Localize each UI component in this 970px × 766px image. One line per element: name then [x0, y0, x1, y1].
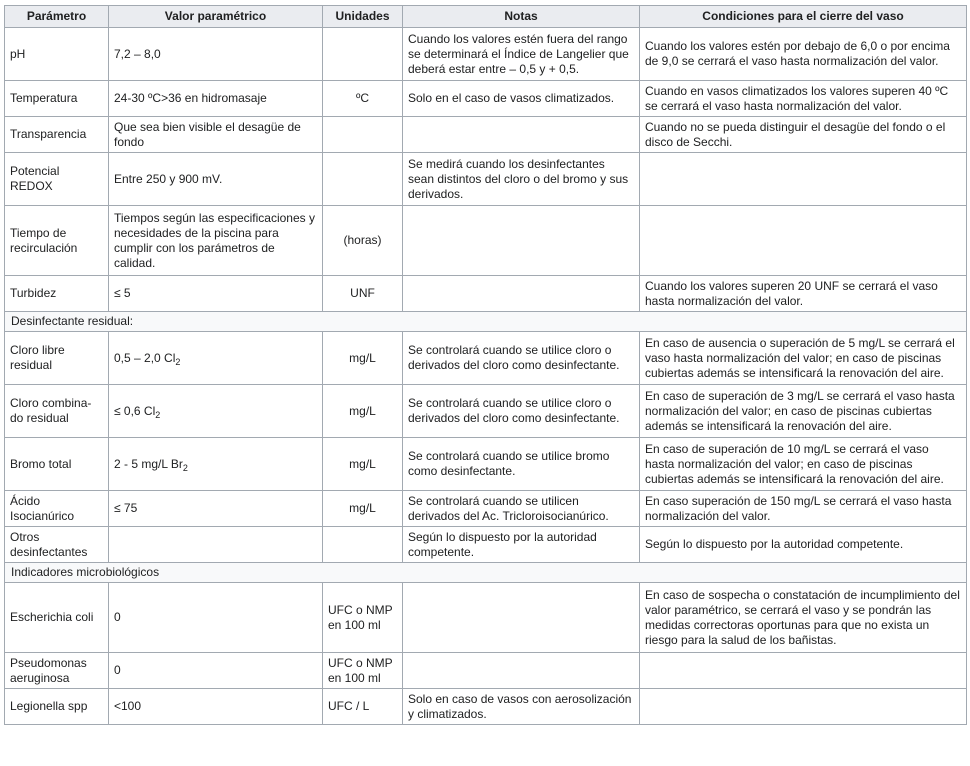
parameters-table — [4, 5, 967, 725]
cell-valor: Que sea bien visible el desagüe de fondo — [109, 117, 323, 153]
cell-unidades: mg/L — [323, 491, 403, 527]
cell-param: Turbidez — [5, 276, 109, 312]
cell-unidades — [323, 117, 403, 153]
cell-notas: Solo en caso de vasos con aerosolización y climatizados. — [403, 689, 640, 725]
cell-cierre: En caso de superación de 3 mg/L se cerrará el vaso hasta normalización del valor; en caso de piscinas cubiertas además se intensificará la renovación del aire. — [640, 385, 967, 438]
cell-unidades — [323, 28, 403, 81]
header-parametro: Parámetro — [5, 6, 109, 28]
cell-param: Escherichia coli — [5, 583, 109, 653]
cell-cierre: En caso superación de 150 mg/L se cerrará el vaso hasta normalización del valor. — [640, 491, 967, 527]
cell-valor: ≤ 5 — [109, 276, 323, 312]
cell-valor: ≤ 75 — [109, 491, 323, 527]
cell-param: Potencial REDOX — [5, 153, 109, 206]
cell-cierre — [640, 206, 967, 276]
table-row — [5, 491, 967, 527]
cell-valor — [109, 527, 323, 563]
table-row — [5, 653, 967, 689]
cell-cierre: En caso de ausencia o superación de 5 mg/L se cerrará el vaso hasta normalización del valor; en caso de piscinas cubiertas además se intensificará la renovación del aire. — [640, 332, 967, 385]
cell-notas: Según lo dispuesto por la autoridad competente. — [403, 527, 640, 563]
cell-notas: Solo en el caso de vasos climatizados. — [403, 81, 640, 117]
cell-cierre: Cuando los valores estén por debajo de 6,0 o por encima de 9,0 se cerrará el vaso hasta normalización del valor. — [640, 28, 967, 81]
cell-param: Cloro combina-do residual — [5, 385, 109, 438]
value-subscript: 2 — [175, 356, 181, 367]
value-subscript: 2 — [182, 462, 188, 473]
value-text: 0,5 – 2,0 Cl — [114, 350, 176, 365]
cell-param: Cloro libre residual — [5, 332, 109, 385]
table-row — [5, 689, 967, 725]
cell-notas — [403, 206, 640, 276]
cell-cierre: Cuando no se pueda distinguir el desagüe del fondo o el disco de Secchi. — [640, 117, 967, 153]
cell-param: Bromo total — [5, 438, 109, 491]
header-row — [5, 6, 967, 28]
cell-cierre: Según lo dispuesto por la autoridad competente. — [640, 527, 967, 563]
cell-unidades: (horas) — [323, 206, 403, 276]
cell-valor — [109, 332, 323, 385]
cell-unidades — [323, 153, 403, 206]
cell-param: Transparencia — [5, 117, 109, 153]
cell-cierre: Cuando en vasos climatizados los valores superen 40 ºC se cerrará el vaso hasta normalización del valor. — [640, 81, 967, 117]
cell-notas: Se controlará cuando se utilice bromo como desinfectante. — [403, 438, 640, 491]
cell-unidades: mg/L — [323, 385, 403, 438]
cell-unidades: mg/L — [323, 438, 403, 491]
header-unidades: Unidades — [323, 6, 403, 28]
cell-notas: Cuando los valores estén fuera del rango se determinará el Índice de Langelier que deberá estar entre – 0,5 y + 0,5. — [403, 28, 640, 81]
cell-param: Legionella spp — [5, 689, 109, 725]
cell-unidades: UFC / L — [323, 689, 403, 725]
header-valor: Valor paramétrico — [109, 6, 323, 28]
cell-valor — [109, 438, 323, 491]
section-title-micro: Indicadores microbiológicos — [5, 563, 967, 583]
table-row — [5, 28, 967, 81]
cell-notas — [403, 276, 640, 312]
cell-valor: 0 — [109, 653, 323, 689]
cell-valor: <100 — [109, 689, 323, 725]
table-row — [5, 385, 967, 438]
table-row — [5, 153, 967, 206]
cell-cierre: En caso de superación de 10 mg/L se cerrará el vaso hasta normalización del valor; en caso de piscinas cubiertas además se intensificará la renovación del aire. — [640, 438, 967, 491]
value-text: ≤ 0,6 Cl — [114, 403, 156, 418]
cell-cierre: Cuando los valores superen 20 UNF se cerrará el vaso hasta normalización del valor. — [640, 276, 967, 312]
table-row — [5, 332, 967, 385]
section-row — [5, 312, 967, 332]
table-row — [5, 81, 967, 117]
value-subscript: 2 — [155, 409, 161, 420]
cell-unidades — [323, 527, 403, 563]
cell-param: Temperatura — [5, 81, 109, 117]
table-row — [5, 276, 967, 312]
cell-unidades: UNF — [323, 276, 403, 312]
cell-valor: 7,2 – 8,0 — [109, 28, 323, 81]
cell-valor: 0 — [109, 583, 323, 653]
cell-param: pH — [5, 28, 109, 81]
cell-notas: Se controlará cuando se utilicen derivados del Ac. Tricloroisocianúrico. — [403, 491, 640, 527]
cell-param: Pseudomonas aeruginosa — [5, 653, 109, 689]
value-text: 2 - 5 mg/L Br — [114, 456, 183, 471]
table-row — [5, 438, 967, 491]
cell-valor: Tiempos según las especificaciones y necesidades de la piscina para cumplir con los parámetros de calidad. — [109, 206, 323, 276]
cell-notas — [403, 583, 640, 653]
cell-valor — [109, 385, 323, 438]
section-row — [5, 563, 967, 583]
cell-cierre — [640, 689, 967, 725]
cell-valor: 24-30 ºC>36 en hidromasaje — [109, 81, 323, 117]
cell-notas: Se medirá cuando los desinfectantes sean distintos del cloro o del bromo y sus derivados. — [403, 153, 640, 206]
cell-param: Ácido Isocianúrico — [5, 491, 109, 527]
cell-notas — [403, 117, 640, 153]
header-cierre: Condiciones para el cierre del vaso — [640, 6, 967, 28]
cell-param: Tiempo de recirculación — [5, 206, 109, 276]
cell-unidades: ºC — [323, 81, 403, 117]
cell-unidades: UFC o NMP en 100 ml — [323, 653, 403, 689]
cell-unidades: mg/L — [323, 332, 403, 385]
cell-notas: Se controlará cuando se utilice cloro o derivados del cloro como desinfectante. — [403, 385, 640, 438]
cell-cierre — [640, 653, 967, 689]
cell-cierre: En caso de sospecha o constatación de incumplimiento del valor paramétrico, se cerrará el vaso y se pondrán las medidas correctoras oportunas para que no exista un riesgo para la salud de los bañistas. — [640, 583, 967, 653]
cell-notas — [403, 653, 640, 689]
cell-notas: Se controlará cuando se utilice cloro o derivados del cloro como desinfectante. — [403, 332, 640, 385]
cell-cierre — [640, 153, 967, 206]
header-notas: Notas — [403, 6, 640, 28]
section-title-desinfectante: Desinfectante residual: — [5, 312, 967, 332]
cell-unidades: UFC o NMP en 100 ml — [323, 583, 403, 653]
table-row — [5, 206, 967, 276]
cell-param: Otros desinfectantes — [5, 527, 109, 563]
table-row — [5, 583, 967, 653]
table-row — [5, 117, 967, 153]
table-row — [5, 527, 967, 563]
cell-valor: Entre 250 y 900 mV. — [109, 153, 323, 206]
